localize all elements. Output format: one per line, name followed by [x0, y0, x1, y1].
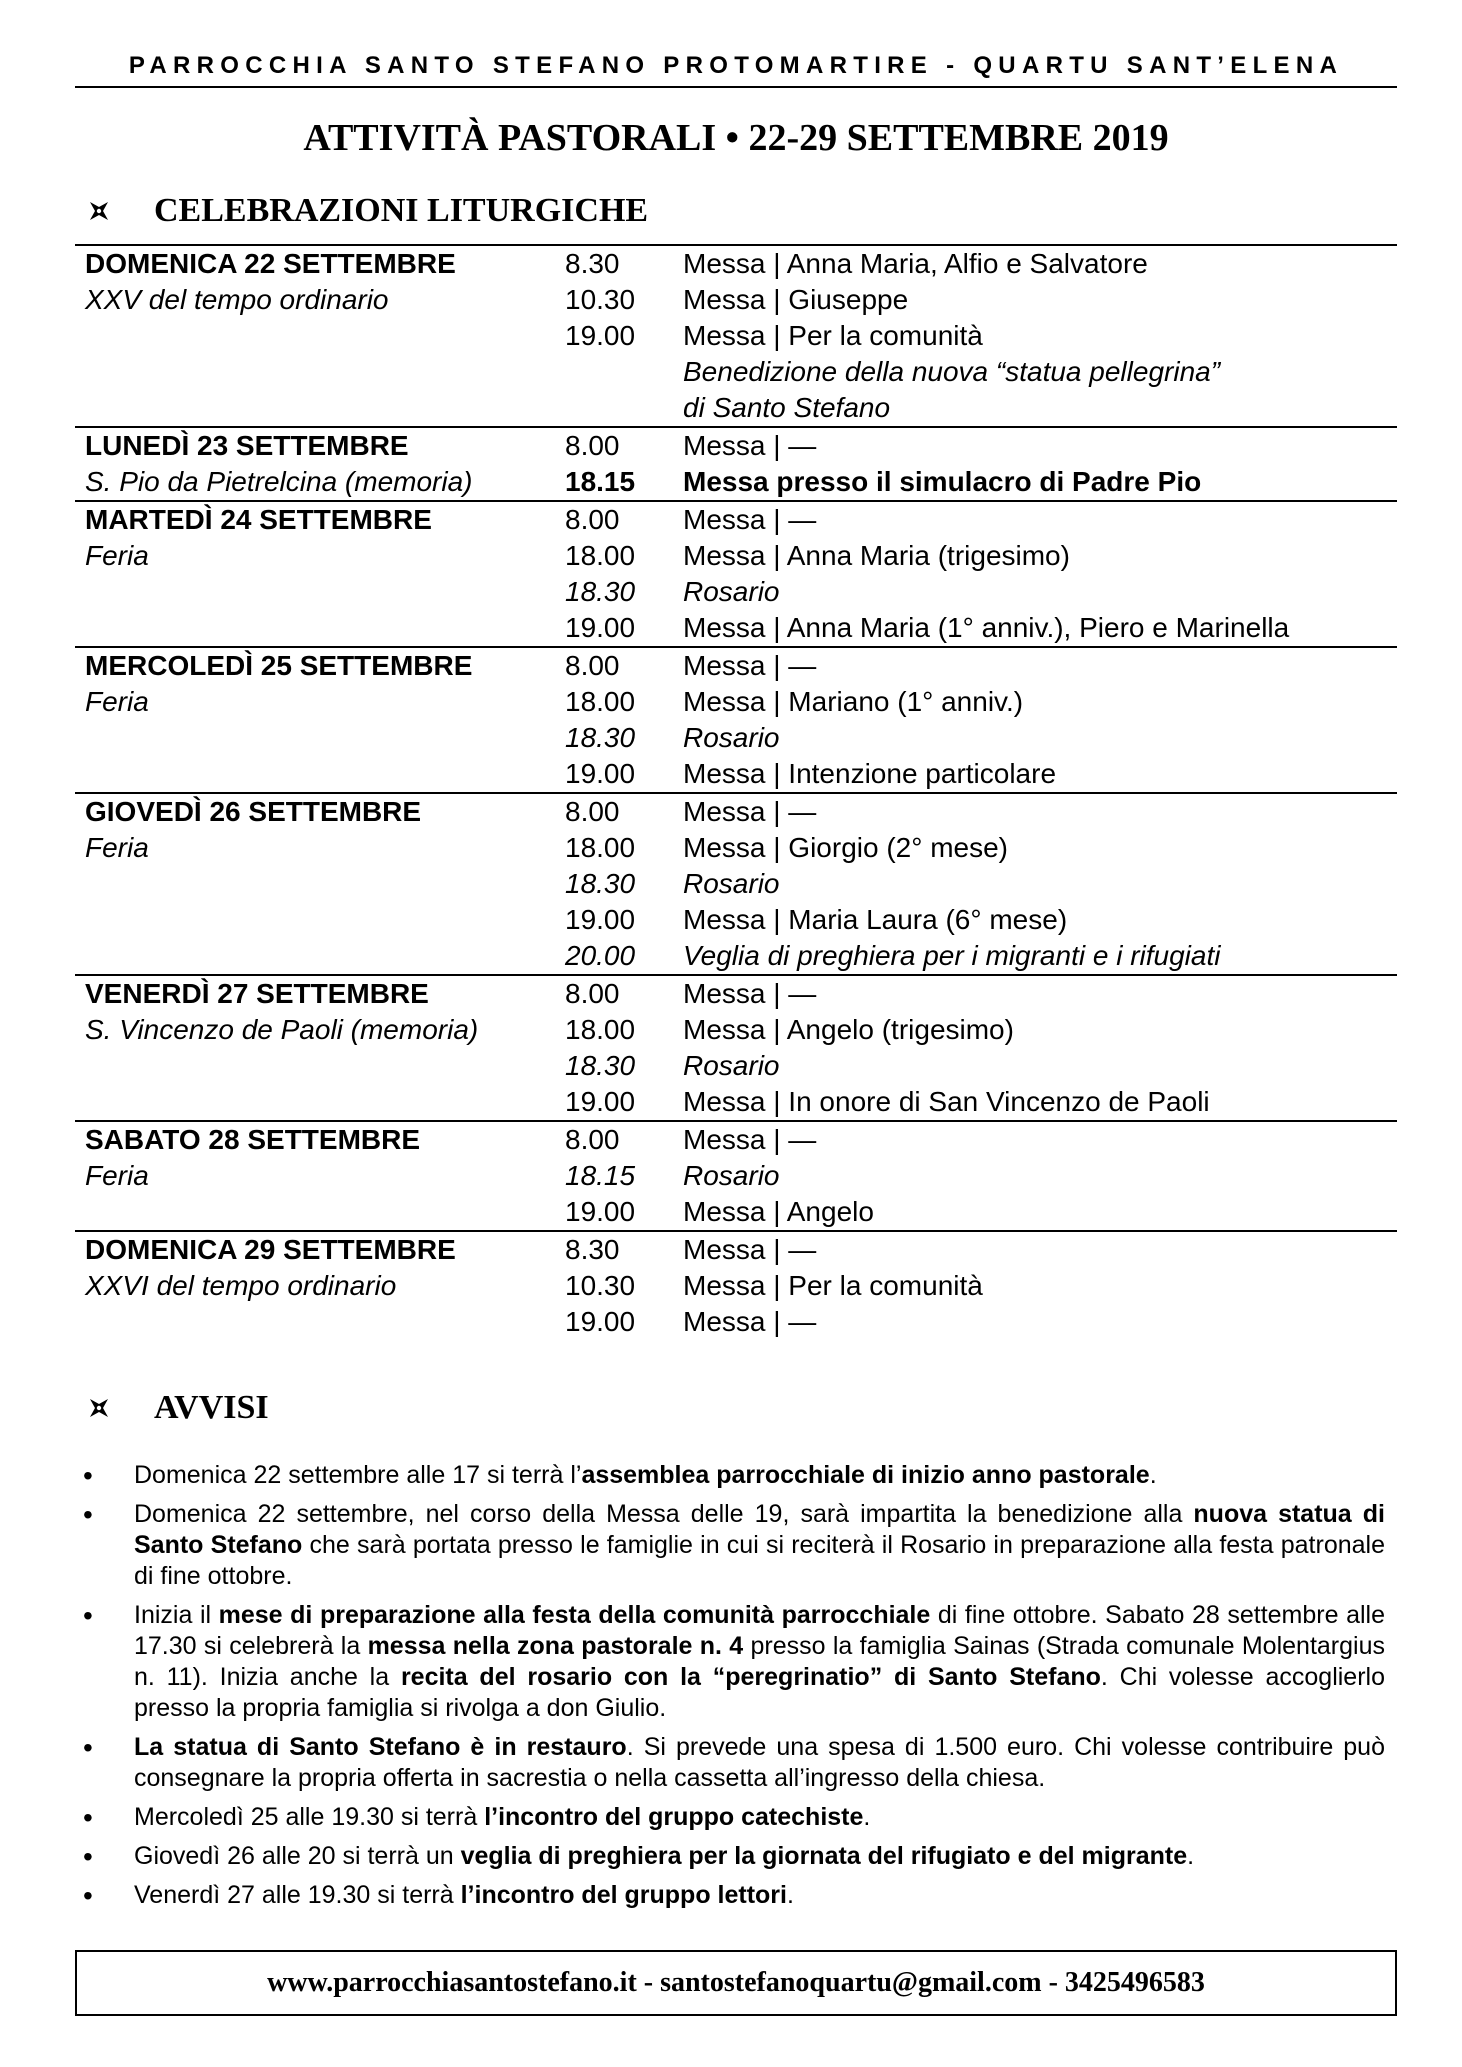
notice-item: [75, 1600, 1385, 1724]
notices-heading: [88, 1385, 269, 1431]
bullet-icon: •: [83, 1732, 93, 1763]
bullet-icon: •: [83, 1802, 93, 1833]
entry-time: 18.00: [565, 686, 636, 717]
day-empty-cell: [75, 1194, 565, 1231]
entry-time: 18.00: [565, 832, 636, 863]
schedule-row: [75, 938, 1397, 975]
celebrations-heading: [88, 188, 648, 234]
notice-emphasis: La statua di Santo Stefano è in restauro: [134, 1733, 627, 1761]
notice-text: Domenica 22 settembre alle 17 si terrà l’: [134, 1461, 582, 1489]
schedule-row: [75, 793, 1397, 830]
schedule-row: [75, 354, 1397, 390]
schedule-row: [75, 1012, 1397, 1048]
entry-time: 19.00: [565, 758, 636, 789]
notice-emphasis: nuova statua di Santo Stefano: [134, 1500, 1385, 1559]
notice-text: Domenica 22 settembre, nel corso della Messa delle 19, sarà impartita la benedizione alla: [134, 1500, 1194, 1528]
entry-time: 19.00: [565, 1196, 636, 1227]
entry-time: 19.00: [565, 1306, 636, 1337]
day-empty-cell: [75, 720, 565, 756]
footer-contacts: www.parrocchiasantostefano.it - santostefanoquartu@gmail.com - 3425496583: [267, 1967, 1205, 1998]
entry-time: 18.15: [565, 466, 636, 497]
day-label: MARTEDÌ 24 SETTEMBRE: [85, 504, 432, 535]
notice-text: Mercoledì 25 alle 19.30 si terrà: [134, 1803, 485, 1831]
entry-description: Messa | —: [683, 796, 817, 827]
schedule-row: [75, 647, 1397, 684]
entry-description: Messa | Anna Maria (1° anniv.), Piero e Marinella: [683, 612, 1290, 643]
schedule-row: [75, 245, 1397, 282]
day-subtitle: S. Pio da Pietrelcina (memoria): [85, 466, 473, 497]
entry-description: Messa | Per la comunità: [683, 1270, 983, 1301]
entry-time: 18.30: [565, 722, 636, 753]
day-label: MERCOLEDÌ 25 SETTEMBRE: [85, 650, 473, 681]
schedule-day-block: [75, 975, 1397, 1121]
entry-description: Messa | —: [683, 1306, 817, 1337]
bullet-icon: •: [83, 1499, 93, 1530]
day-empty-cell: [75, 610, 565, 647]
day-label: SABATO 28 SETTEMBRE: [85, 1124, 421, 1155]
entry-description: Messa | Mariano (1° anniv.): [683, 686, 1024, 717]
entry-time: 18.30: [565, 1050, 636, 1081]
notice-emphasis: mese di preparazione alla festa della comunità parrocchiale: [218, 1601, 931, 1629]
entry-description: Rosario: [683, 722, 780, 753]
notice-text: . Chi volesse accoglierlo presso la propria famiglia si rivolga a don Giulio.: [134, 1663, 1385, 1722]
bullet-icon: •: [83, 1600, 93, 1631]
entry-description: Rosario: [683, 868, 780, 899]
notice-item: [75, 1880, 1385, 1911]
schedule-row: [75, 866, 1397, 902]
day-label: DOMENICA 29 SETTEMBRE: [85, 1234, 456, 1265]
day-empty-cell: [75, 1048, 565, 1084]
notice-item: [75, 1841, 1385, 1872]
schedule-row: [75, 464, 1397, 501]
notice-text: . Si prevede una spesa di 1.500 euro. Chi volesse contribuire può consegnare la propria offerta in sacrestia o nella cassetta all’ingresso della chiesa.: [134, 1733, 1385, 1792]
entry-time: 8.00: [565, 650, 620, 681]
parish-header: PARROCCHIA SANTO STEFANO PROTOMARTIRE - QUARTU SANT’ELENA: [128, 52, 1344, 79]
entry-time: 19.00: [565, 1086, 636, 1117]
entry-description: Messa | —: [683, 978, 817, 1009]
entry-time: 18.30: [565, 576, 636, 607]
schedule-row: [75, 830, 1397, 866]
day-label: VENERDÌ 27 SETTEMBRE: [85, 978, 429, 1009]
footer-contact-box: [75, 1950, 1397, 2016]
entry-time: 8.30: [565, 248, 620, 279]
schedule-row: [75, 574, 1397, 610]
day-empty-cell: [75, 1304, 565, 1340]
schedule-row: [75, 318, 1397, 354]
notice-text: presso la famiglia Sainas (Strada comunale Molentargius n. 11). Inizia anche la: [134, 1632, 1385, 1691]
notice-text: .: [1187, 1842, 1195, 1870]
notices-list: [75, 1460, 1385, 1919]
bullet-icon: •: [83, 1841, 93, 1872]
day-subtitle: Feria: [85, 686, 149, 717]
schedule-row: [75, 902, 1397, 938]
day-empty-cell: [75, 902, 565, 938]
entry-time: 8.00: [565, 1124, 620, 1155]
notice-emphasis: recita del rosario con la “peregrinatio” di Santo Stefano: [400, 1663, 1101, 1691]
entry-description: Rosario: [683, 1050, 780, 1081]
schedule-row: [75, 538, 1397, 574]
entry-description: Messa | Anna Maria, Alfio e Salvatore: [683, 248, 1148, 279]
entry-description: Messa | Intenzione particolare: [683, 758, 1057, 789]
schedule-row: [75, 1304, 1397, 1340]
notice-text: di fine ottobre. Sabato 28 settembre alle 17.30 si celebrerà la: [134, 1601, 1386, 1660]
schedule-row: [75, 720, 1397, 756]
entry-time: 10.30: [565, 1270, 636, 1301]
notice-emphasis: assemblea parrocchiale di inizio anno pastorale: [581, 1461, 1150, 1489]
compass-star-icon: [88, 200, 110, 222]
entry-time: [565, 354, 683, 390]
schedule-row: [75, 282, 1397, 318]
day-empty-cell: [75, 756, 565, 793]
day-subtitle: XXV del tempo ordinario: [85, 284, 389, 315]
day-empty-cell: [75, 574, 565, 610]
schedule-day-block: [75, 501, 1397, 647]
entry-description: Messa | Giuseppe: [683, 284, 909, 315]
entry-time: 8.30: [565, 1234, 620, 1265]
entry-time: 8.00: [565, 978, 620, 1009]
day-label: LUNEDÌ 23 SETTEMBRE: [85, 430, 409, 461]
day-subtitle: Feria: [85, 1160, 149, 1191]
entry-description: Messa | Giorgio (2° mese): [683, 832, 1009, 863]
notice-text: Venerdì 27 alle 19.30 si terrà: [134, 1881, 461, 1909]
entry-time: 8.00: [565, 504, 620, 535]
entry-time: 10.30: [565, 284, 636, 315]
schedule-row: [75, 975, 1397, 1012]
entry-time: [565, 390, 683, 427]
schedule-day-block: [75, 1121, 1397, 1231]
notice-text: .: [1149, 1461, 1157, 1489]
entry-description: di Santo Stefano: [683, 392, 891, 423]
day-label: GIOVEDÌ 26 SETTEMBRE: [85, 796, 422, 827]
schedule-row: [75, 1268, 1397, 1304]
notice-emphasis: messa nella zona pastorale n. 4: [367, 1632, 744, 1660]
schedule-row: [75, 501, 1397, 538]
entry-description: Messa | Per la comunità: [683, 320, 983, 351]
entry-description: Messa | —: [683, 504, 817, 535]
schedule-day-block: [75, 245, 1397, 427]
notice-text: Inizia il: [134, 1601, 219, 1629]
notice-text: che sarà portata presso le famiglie in cui si reciterà il Rosario in preparazione alla festa patronale di fine ottobre.: [134, 1531, 1385, 1590]
day-subtitle: S. Vincenzo de Paoli (memoria): [85, 1014, 479, 1045]
entry-time: 8.00: [565, 796, 620, 827]
day-empty-cell: [75, 318, 565, 354]
entry-description: Rosario: [683, 1160, 780, 1191]
day-subtitle: Feria: [85, 540, 149, 571]
entry-time: 18.00: [565, 1014, 636, 1045]
notice-emphasis: l’incontro del gruppo lettori: [460, 1881, 787, 1909]
schedule-day-block: [75, 647, 1397, 793]
schedule-row: [75, 427, 1397, 464]
entry-time: 18.00: [565, 540, 636, 571]
notice-emphasis: l’incontro del gruppo catechiste: [484, 1803, 864, 1831]
notices-heading-label: AVVISI: [154, 1389, 269, 1426]
schedule-row: [75, 1084, 1397, 1121]
schedule-row: [75, 1158, 1397, 1194]
bullet-icon: •: [83, 1880, 93, 1911]
schedule-day-block: [75, 793, 1397, 975]
entry-description: Veglia di preghiera per i migranti e i rifugiati: [683, 940, 1221, 971]
bullet-icon: •: [83, 1460, 93, 1491]
entry-description: Messa | Angelo: [683, 1196, 874, 1227]
document-title: ATTIVITÀ PASTORALI • 22-29 SETTEMBRE 2019: [303, 117, 1169, 159]
schedule-row: [75, 684, 1397, 720]
entry-description: Messa | In onore di San Vincenzo de Paoli: [683, 1086, 1210, 1117]
notice-item: [75, 1802, 1385, 1833]
entry-description: Benedizione della nuova “statua pellegrina”: [683, 356, 1221, 387]
entry-time: 19.00: [565, 320, 636, 351]
notice-text: .: [786, 1881, 794, 1909]
day-empty-cell: [75, 1084, 565, 1121]
schedule-row: [75, 610, 1397, 647]
entry-time: 8.00: [565, 430, 620, 461]
entry-description: Messa | Anna Maria (trigesimo): [683, 540, 1070, 571]
entry-description: Messa | —: [683, 1124, 817, 1155]
entry-time: 19.00: [565, 904, 636, 935]
schedule-day-block: [75, 1231, 1397, 1340]
entry-description: Messa | Maria Laura (6° mese): [683, 904, 1068, 935]
day-label: DOMENICA 22 SETTEMBRE: [85, 248, 456, 279]
day-subtitle: Feria: [85, 832, 149, 863]
entry-time: 20.00: [565, 940, 636, 971]
notice-text: .: [863, 1803, 871, 1831]
schedule-row: [75, 1121, 1397, 1158]
entry-description: Messa | —: [683, 1234, 817, 1265]
day-empty-cell: [75, 938, 565, 975]
entry-description: Messa | Angelo (trigesimo): [683, 1014, 1014, 1045]
entry-description: Messa | —: [683, 650, 817, 681]
entry-time: 18.30: [565, 868, 636, 899]
day-subtitle: XXVI del tempo ordinario: [85, 1270, 397, 1301]
entry-description: Messa presso il simulacro di Padre Pio: [683, 466, 1202, 497]
schedule-row: [75, 1231, 1397, 1268]
notice-emphasis: veglia di preghiera per la giornata del rifugiato e del migrante: [460, 1842, 1188, 1870]
notice-item: [75, 1499, 1385, 1592]
liturgical-schedule-table: [75, 244, 1397, 1340]
schedule-row: [75, 1048, 1397, 1084]
day-empty-cell: [75, 866, 565, 902]
header-divider: [75, 86, 1397, 88]
celebrations-heading-label: CELEBRAZIONI LITURGICHE: [154, 192, 649, 229]
schedule-row: [75, 756, 1397, 793]
day-empty-cell: [75, 354, 565, 390]
schedule-row: [75, 1194, 1397, 1231]
notice-text: Giovedì 26 alle 20 si terrà un: [134, 1842, 461, 1870]
notice-item: [75, 1732, 1385, 1794]
schedule-day-block: [75, 427, 1397, 501]
entry-description: Messa | —: [683, 430, 817, 461]
entry-time: 18.15: [565, 1160, 636, 1191]
entry-description: Rosario: [683, 576, 780, 607]
entry-time: 19.00: [565, 612, 636, 643]
day-empty-cell: [75, 390, 565, 427]
compass-star-icon: [88, 1397, 110, 1419]
schedule-row: [75, 390, 1397, 427]
notice-item: [75, 1460, 1385, 1491]
